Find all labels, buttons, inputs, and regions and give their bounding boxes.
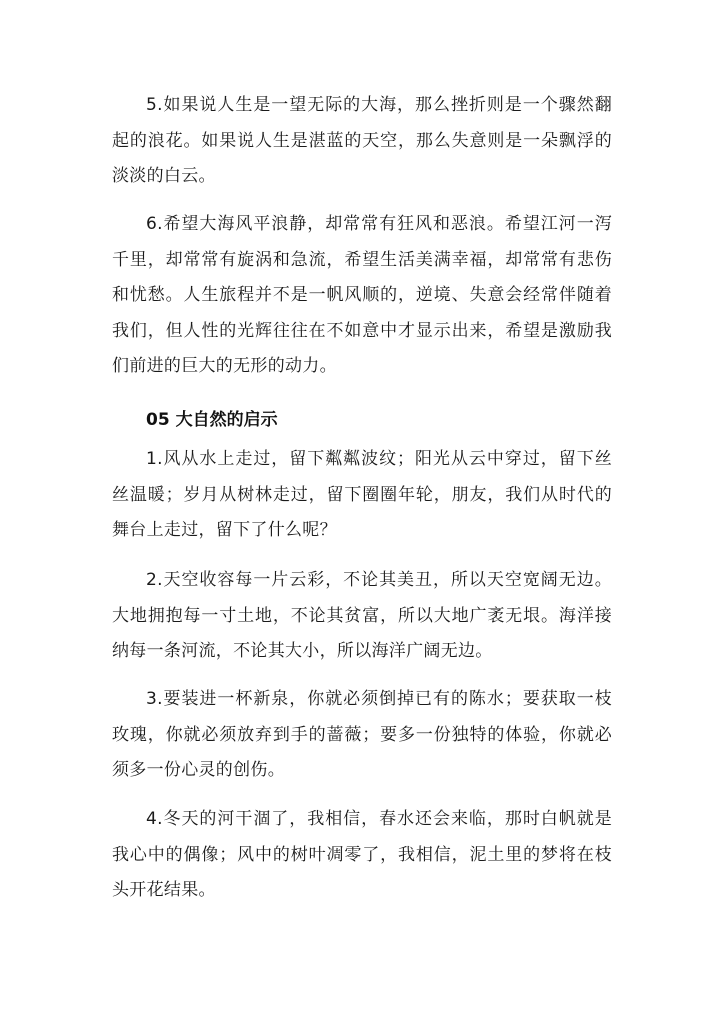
- paragraph-1: 1.风从水上走过，留下粼粼波纹；阳光从云中穿过，留下丝丝温暖；岁月从树林走过，留下圈圈年轮，朋友，我们从时代的舞台上走过，留下了什么呢？: [112, 449, 612, 540]
- paragraph-5: 5.如果说人生是一望无际的大海，那么挫折则是一个骤然翻起的浪花。如果说人生是湛蓝的天空，那么失意则是一朵飘浮的淡淡的白云。: [112, 95, 612, 186]
- paragraph-2: 2.天空收容每一片云彩，不论其美丑，所以天空宽阔无边。大地拥抱每一寸土地，不论其贫富，所以大地广袤无垠。海洋接纳每一条河流，不论其大小，所以海洋广阔无边。: [112, 570, 612, 661]
- paragraph-3: 3.要装进一杯新泉，你就必须倒掉已有的陈水；要获取一枝玫瑰，你就必须放弃到手的蔷薇；要多一份独特的体验，你就必须多一份心灵的创伤。: [112, 689, 612, 780]
- section-heading: 05 大自然的启示: [146, 410, 278, 430]
- paragraph-6: 6.希望大海风平浪静，却常常有狂风和恶浪。希望江河一泻千里，却常常有旋涡和急流，希望生活美满幸福，却常常有悲伤和忧愁。人生旅程并不是一帆风顺的，逆境、失意会经常伴随着我们，但人性的光辉往往在不如意中才显示出来，希望是激励我们前进的巨大的无形的动力。: [112, 214, 612, 376]
- paragraph-4: 4.冬天的河干涸了，我相信，春水还会来临，那时白帆就是我心中的偶像；风中的树叶凋零了，我相信，泥土里的梦将在枝头开花结果。: [112, 809, 612, 900]
